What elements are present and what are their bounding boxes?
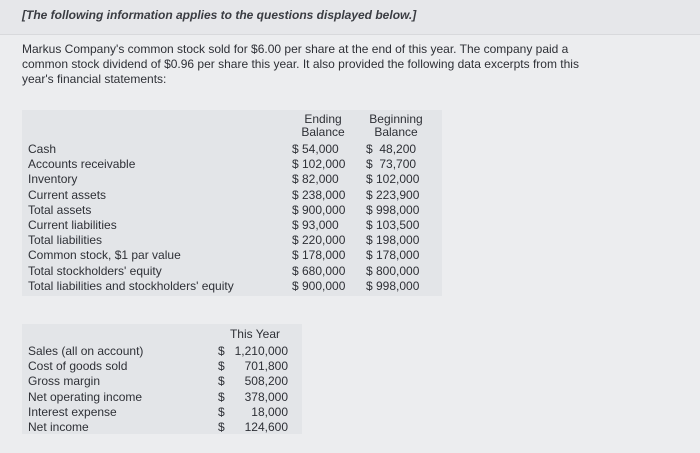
balance-row-label: Accounts receivable <box>28 157 136 172</box>
beginning-balance-value: $ 48,200 <box>366 142 417 156</box>
paragraph-line: Markus Company's common stock sold for $6.00 per share at the end of this year. The company paid a <box>22 42 569 56</box>
ending-balance-value: $ 178,000 <box>292 248 346 263</box>
header-line: Beginning <box>369 112 423 126</box>
income-row-label: Net income <box>28 420 89 434</box>
ending-balance-value: $ 54,000 <box>292 142 339 156</box>
ending-balance-value: $ 93,000 <box>292 218 339 232</box>
this-year-value: 1,210,000 <box>234 344 288 358</box>
balance-row-label: Cash <box>28 142 57 156</box>
beginning-balance-value: $ 103,500 <box>366 218 420 232</box>
dollar-sign: $ <box>218 404 225 419</box>
beginning-balance-value: $ 178,000 <box>366 248 420 263</box>
ending-balance-value: $ 900,000 <box>292 202 346 217</box>
beginning-balance-value: $ 998,000 <box>366 202 420 217</box>
ending-balance-value: $ 680,000 <box>292 263 346 278</box>
beginning-balance-value: $ 800,000 <box>366 263 420 278</box>
dollar-sign: $ <box>218 359 225 374</box>
beginning-balance-value: $ 998,000 <box>366 278 420 293</box>
this-year-header: This Year <box>229 327 281 341</box>
dollar-sign: $ <box>218 420 225 434</box>
header-line: Balance <box>374 125 418 139</box>
income-row-label: Net operating income <box>28 389 143 404</box>
beginning-balance-value: $ 223,900 <box>366 187 420 202</box>
income-row-label: Gross margin <box>28 374 101 389</box>
dollar-sign: $ <box>218 374 225 389</box>
this-year-value: 508,200 <box>244 374 288 389</box>
beginning-balance-value: $ 198,000 <box>366 233 420 248</box>
this-year-value: 18,000 <box>251 404 288 419</box>
income-row-label: Cost of goods sold <box>28 359 128 374</box>
this-year-value: 701,800 <box>244 359 288 374</box>
balance-row-label: Total stockholders' equity <box>28 263 162 278</box>
income-row-label: Interest expense <box>28 404 117 419</box>
dollar-sign: $ <box>218 344 225 358</box>
beginning-balance-header <box>360 113 432 139</box>
question-paragraph <box>22 42 662 87</box>
income-row-label: Sales (all on account) <box>28 344 144 358</box>
balance-row-label: Total liabilities <box>28 233 103 248</box>
this-year-value: 378,000 <box>244 389 288 404</box>
ending-balance-value: $ 102,000 <box>292 157 346 172</box>
paragraph-line: common stock dividend of $0.96 per share this year. It also provided the following data excerpts from this <box>22 57 579 71</box>
balance-row-label: Inventory <box>28 172 78 187</box>
paragraph-line: year's financial statements: <box>22 72 167 86</box>
ending-balance-value: $ 220,000 <box>292 233 346 248</box>
balance-row-label: Common stock, $1 par value <box>28 248 181 263</box>
beginning-balance-value: $ 73,700 <box>366 157 417 172</box>
ending-balance-header <box>290 113 356 139</box>
ending-balance-value: $ 900,000 <box>292 278 346 293</box>
balance-row-label: Current assets <box>28 187 107 202</box>
this-year-value: 124,600 <box>244 420 288 434</box>
balance-row-label: Current liabilities <box>28 218 117 232</box>
header-line: Ending <box>304 112 342 126</box>
ending-balance-value: $ 238,000 <box>292 187 346 202</box>
ending-balance-value: $ 82,000 <box>292 172 339 187</box>
header-line: Balance <box>301 125 345 139</box>
intro-note: [The following information applies to the questions displayed below.] <box>22 8 417 22</box>
beginning-balance-value: $ 102,000 <box>366 172 420 187</box>
dollar-sign: $ <box>218 389 225 404</box>
balance-row-label: Total assets <box>28 202 92 217</box>
balance-row-label: Total liabilities and stockholders' equity <box>28 278 234 293</box>
